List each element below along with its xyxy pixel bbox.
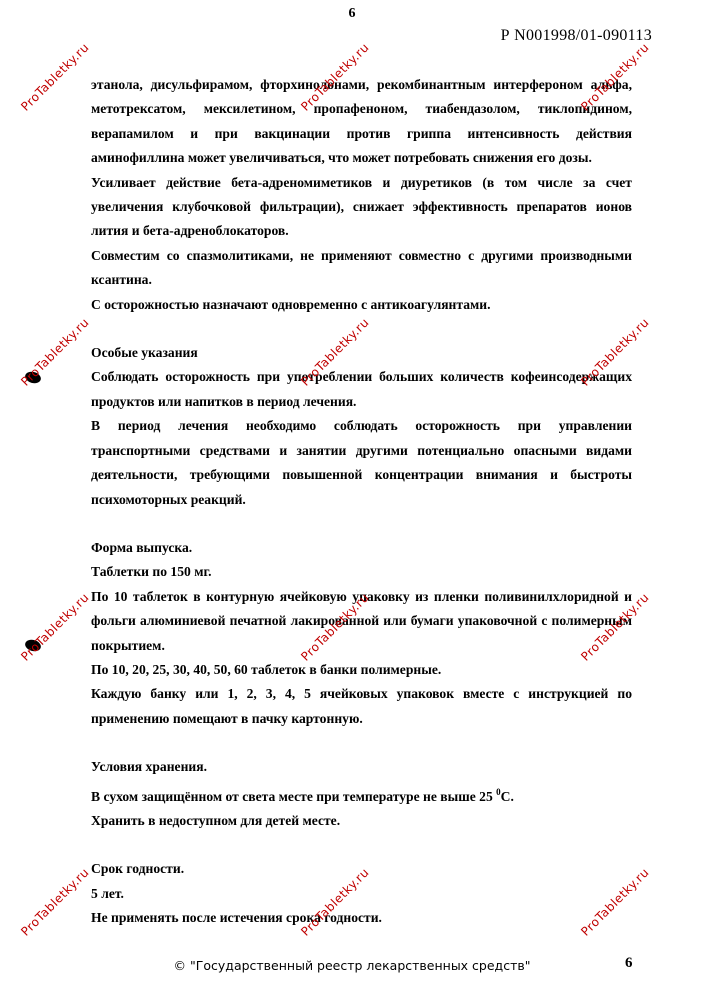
shelf-life-paragraph-1: 5 лет. <box>91 885 124 901</box>
footer-page-number: 6 <box>625 955 633 971</box>
interactions-paragraph-2: Усиливает действие бета-адреномиметиков и диуретиков (в том числе за счет увеличения клубочковой фильтрации), снижает эффективность препаратов ионов лития и бета-адреноблокаторов. <box>91 174 632 239</box>
watermark-text: ProTabletky.ru <box>298 590 372 664</box>
release-form-paragraph-1: Таблетки по 150 мг. <box>91 564 212 580</box>
watermark-text: ProTabletky.ru <box>18 590 92 664</box>
shelf-life-heading: Срок годности. <box>91 861 185 877</box>
footer-copyright: © "Государственный реестр лекарственных средств" <box>173 958 531 973</box>
watermark-text: ProTabletky.ru <box>578 590 652 664</box>
registration-number: Р N001998/01-090113 <box>500 27 652 44</box>
watermark-text: ProTabletky.ru <box>298 40 372 114</box>
special-instructions-paragraph-2: В период лечения необходимо соблюдать осторожность при управлении транспортными средствами и занятии другими потенциально опасными видами деятельности, требующими повышенной концентрации внимания и быстроты психомоторных реакций. <box>91 418 632 507</box>
release-form-paragraph-3: По 10, 20, 25, 30, 40, 50, 60 таблеток в банки полимерные. <box>91 661 442 677</box>
storage-paragraph-1 <box>91 780 632 809</box>
top-page-number: 6 <box>348 6 356 21</box>
interactions-paragraph-1: этанола, дисульфирамом, фторхинолонами, рекомбинантным интерфероном альфа, метотрексатом, мексилетином, пропафеноном, тиабендазолом, тиклопидином, верапамилом и при вакцинации против гриппа интенсивность действия аминофиллина может увеличиваться, что может потребовать снижения его дозы. <box>91 77 632 166</box>
storage-heading: Условия хранения. <box>91 759 207 775</box>
interactions-paragraph-4: С осторожностью назначают одновременно с антикоагулянтами. <box>91 296 491 312</box>
release-form-heading: Форма выпуска. <box>91 539 193 555</box>
special-instructions-paragraph-1: Соблюдать осторожность при употреблении больших количеств кофеинсодержащих продуктов или напитков в период лечения. <box>91 369 632 409</box>
watermark-text: ProTabletky.ru <box>298 865 372 939</box>
storage-paragraph-2: Хранить в недоступном для детей месте. <box>91 812 341 828</box>
watermark-text: ProTabletky.ru <box>298 315 372 389</box>
watermark-text: ProTabletky.ru <box>18 40 92 114</box>
watermark-text: ProTabletky.ru <box>18 865 92 939</box>
degree-sign: 0 <box>496 786 501 797</box>
special-instructions-heading: Особые указания <box>91 345 198 361</box>
watermark-text: ProTabletky.ru <box>578 40 652 114</box>
release-form-paragraph-2: По 10 таблеток в контурную ячейковую упаковку из пленки поливинилхлоридной и фольги алюминиевой печатной лакированной или бумаги упаковочной с полимерным покрытием. <box>91 588 632 653</box>
storage-text: В сухом защищённом от света месте при температуре не выше 25 <box>91 788 493 804</box>
shelf-life-paragraph-2: Не применять после истечения срока годности. <box>91 910 382 926</box>
document-body <box>91 73 632 931</box>
celsius-unit: С. <box>500 788 514 804</box>
release-form-paragraph-4: Каждую банку или 1, 2, 3, 4, 5 ячейковых упаковок вместе с инструкцией по применению помещают в пачку картонную. <box>91 686 632 726</box>
watermark-text: ProTabletky.ru <box>578 865 652 939</box>
interactions-paragraph-3: Совместим со спазмолитиками, не применяют совместно с другими производными ксантина. <box>91 247 632 288</box>
watermark-text: ProTabletky.ru <box>18 315 92 389</box>
watermark-text: ProTabletky.ru <box>578 315 652 389</box>
